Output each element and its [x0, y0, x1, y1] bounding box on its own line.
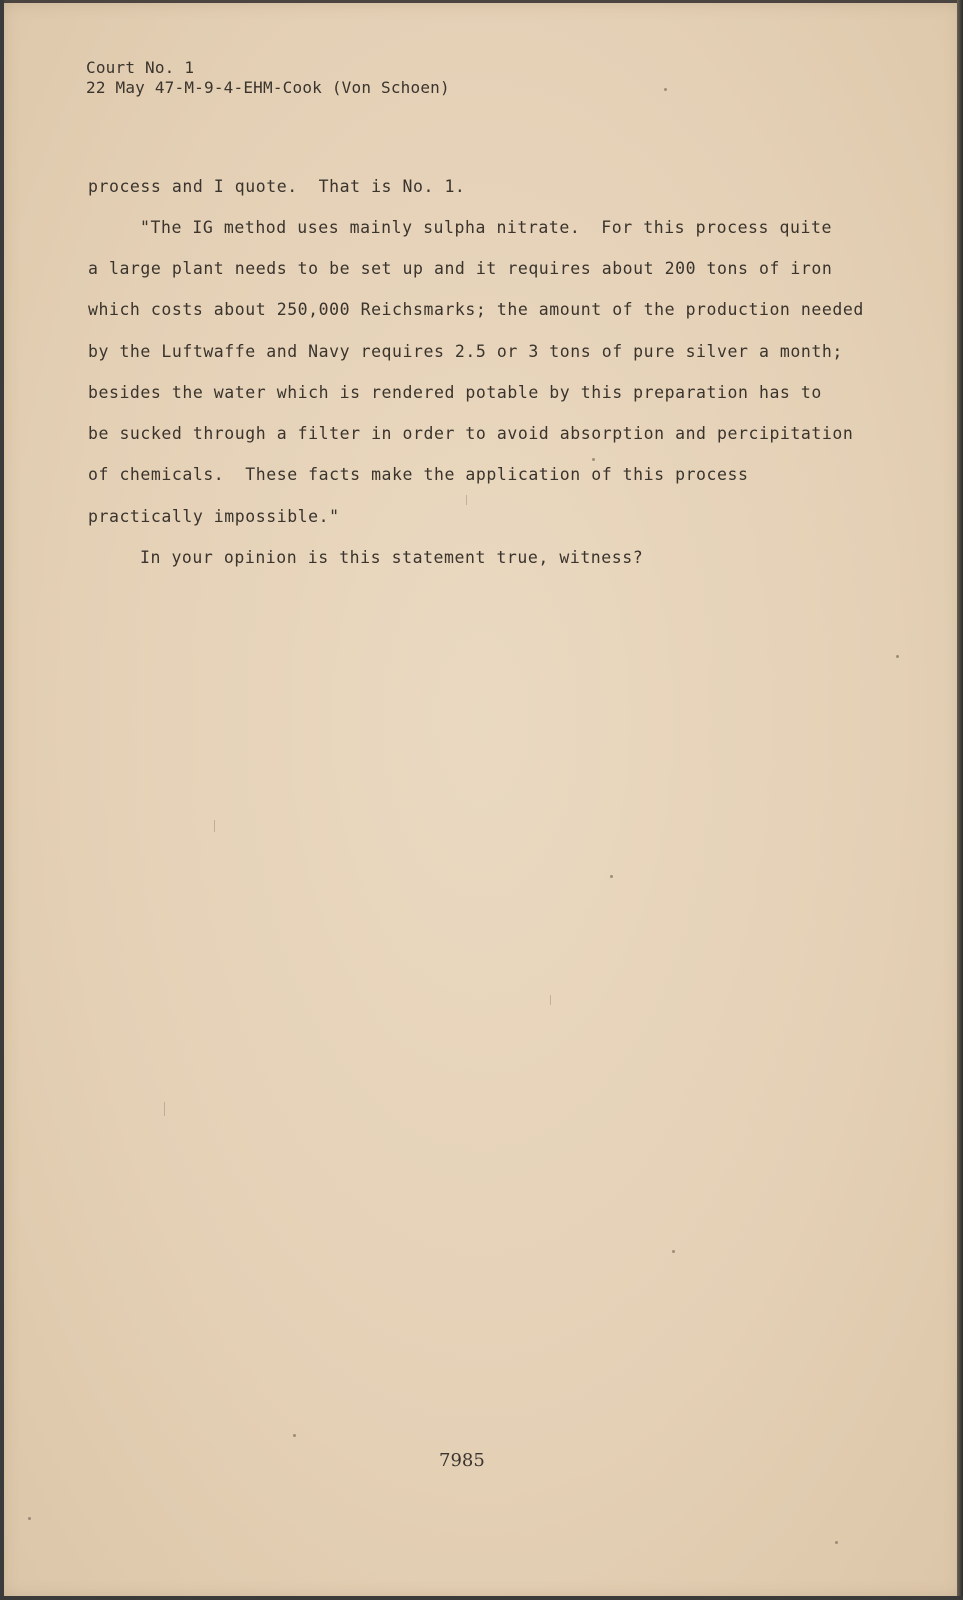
body-line-4: which costs about 250,000 Reichsmarks; the amount of the production needed [88, 300, 864, 319]
body-line-3: a large plant needs to be set up and it requires about 200 tons of iron [88, 259, 833, 278]
session-reference-line: 22 May 47-M-9-4-EHM-Cook (Von Schoen) [86, 78, 450, 97]
paper-scratch [550, 995, 551, 1005]
page-edge-bottom [0, 1596, 963, 1600]
paper-speck [592, 458, 595, 461]
body-line-2: "The IG method uses mainly sulpha nitrate. For this process quite [140, 218, 832, 237]
paper-scratch [466, 495, 467, 505]
page-edge-right [957, 0, 963, 1600]
court-line: Court No. 1 [86, 58, 195, 77]
paper-speck [28, 1517, 31, 1520]
paper-speck [835, 1541, 838, 1544]
document-header [86, 58, 450, 98]
body-line-7: be sucked through a filter in order to avoid absorption and percipitation [88, 424, 854, 443]
body-line-10: In your opinion is this statement true, witness? [140, 548, 644, 567]
body-line-9: practically impossible." [88, 507, 340, 526]
paper-speck [896, 655, 899, 658]
page-edge-top [0, 0, 963, 3]
paper-speck [664, 88, 667, 91]
paper-scratch [164, 1102, 165, 1116]
body-line-8: of chemicals. These facts make the application of this process [88, 465, 749, 484]
paper-speck [610, 875, 613, 878]
paper-scratch [214, 820, 215, 832]
page-edge-left [0, 0, 4, 1600]
page-number: 7985 [439, 1450, 485, 1471]
paper-speck [293, 1434, 296, 1437]
body-line-1: process and I quote. That is No. 1. [88, 177, 466, 196]
body-line-6: besides the water which is rendered potable by this preparation has to [88, 383, 822, 402]
body-line-5: by the Luftwaffe and Navy requires 2.5 or 3 tons of pure silver a month; [88, 342, 843, 361]
paper-speck [672, 1250, 675, 1253]
